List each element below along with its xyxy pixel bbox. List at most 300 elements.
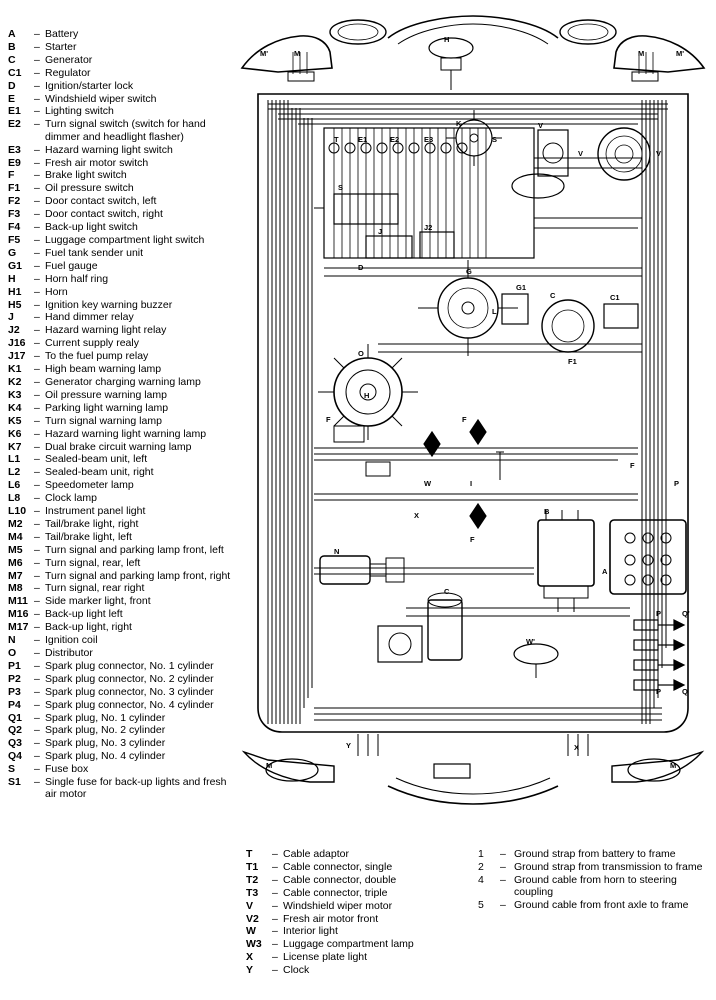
legend-desc: Spark plug, No. 1 cylinder <box>45 711 166 724</box>
legend-dash: – <box>34 517 40 530</box>
legend-key: L2 <box>8 466 21 479</box>
diagram-label: X <box>414 511 420 520</box>
legend-item <box>8 595 236 607</box>
legend-item <box>8 505 236 517</box>
legend-item <box>8 260 236 272</box>
legend-dash: – <box>34 556 40 569</box>
legend-dash: – <box>34 750 40 763</box>
legend-desc: Current supply realy <box>45 337 139 350</box>
legend-dash: – <box>34 453 40 466</box>
legend-key: F1 <box>8 182 21 195</box>
legend-desc: License plate light <box>283 951 368 964</box>
legend-dash: – <box>34 28 40 40</box>
legend-desc: Turn signal and parking lamp front, right <box>45 569 231 582</box>
legend-dash: – <box>34 737 40 750</box>
legend-item <box>8 428 236 440</box>
legend-key: T1 <box>246 860 259 873</box>
legend-desc: High beam warning lamp <box>45 363 162 376</box>
legend-dash: – <box>34 388 40 401</box>
legend-item <box>8 608 236 620</box>
legend-bottom <box>246 848 708 977</box>
diagram-label: C1 <box>610 293 620 302</box>
legend-dash: – <box>34 595 40 608</box>
legend-dash: – <box>34 543 40 556</box>
legend-desc: Turn signal switch (switch for hand dimmer and headlight flasher) <box>45 118 206 143</box>
legend-item <box>8 311 236 323</box>
legend-item <box>8 182 236 194</box>
diagram-label: M' <box>676 49 685 58</box>
diagram-label: V' <box>656 149 663 158</box>
legend-key: F5 <box>8 234 21 246</box>
diagram-label: V <box>538 121 544 130</box>
legend-dash: – <box>34 634 40 647</box>
legend-key: P4 <box>8 698 21 711</box>
legend-item <box>8 28 236 40</box>
legend-desc: Parking light warning lamp <box>45 401 169 414</box>
legend-desc: Cable connector, triple <box>283 886 388 899</box>
legend-item <box>8 402 236 414</box>
legend-key: P2 <box>8 672 21 685</box>
legend-dash: – <box>34 414 40 427</box>
legend-desc: Sealed-beam unit, right <box>45 466 154 479</box>
legend-desc: Ignition key warning buzzer <box>45 298 173 311</box>
legend-desc: Door contact switch, right <box>45 208 163 221</box>
legend-item <box>8 466 236 478</box>
legend-dash: – <box>34 698 40 711</box>
legend-dash: – <box>34 66 40 79</box>
legend-dash: – <box>34 40 40 53</box>
legend-dash: – <box>272 912 278 925</box>
legend-key: W3 <box>246 938 262 951</box>
legend-key: K4 <box>8 401 22 414</box>
diagram-label: O <box>358 349 364 358</box>
legend-item <box>8 763 236 775</box>
legend-key: S1 <box>8 776 21 789</box>
legend-desc: Ignition coil <box>45 634 98 647</box>
legend-desc: Instrument panel light <box>45 505 146 518</box>
diagram-label: L <box>492 307 497 316</box>
diagram-label: F <box>630 461 635 470</box>
diagram-label: P' <box>656 609 663 618</box>
legend-dash: – <box>34 311 40 324</box>
legend-dash: – <box>500 899 506 912</box>
legend-key: F3 <box>8 208 21 221</box>
diagram-label: Y <box>346 741 352 750</box>
legend-item <box>8 776 236 801</box>
legend-item <box>8 324 236 336</box>
legend-key: F2 <box>8 195 21 208</box>
diagram-label: F1 <box>568 357 577 366</box>
legend-desc: Fuel tank sender unit <box>45 246 144 259</box>
legend-dash: – <box>34 647 40 659</box>
legend-dash: – <box>34 363 40 376</box>
legend-dash: – <box>34 79 40 92</box>
legend-dash: – <box>34 246 40 259</box>
legend-desc: Ground strap from battery to frame <box>514 848 676 860</box>
legend-key: Q1 <box>8 711 23 724</box>
legend-desc: Back-up light switch <box>45 221 138 234</box>
legend-item <box>8 673 236 685</box>
diagram-label: M <box>294 49 301 58</box>
legend-item <box>8 712 236 724</box>
legend-desc: Clock <box>283 964 310 977</box>
legend-dash: – <box>34 375 40 388</box>
legend-key: P1 <box>8 659 21 672</box>
legend-key: M11 <box>8 595 28 608</box>
legend-desc: Generator charging warning lamp <box>45 375 201 388</box>
legend-item <box>8 67 236 79</box>
legend-item <box>246 874 464 886</box>
legend-desc: Fresh air motor front <box>283 912 379 925</box>
legend-key: M6 <box>8 556 23 569</box>
legend-item <box>8 737 236 749</box>
legend-dash: – <box>34 492 40 505</box>
diagram-label: W <box>424 479 432 488</box>
legend-dash: – <box>34 53 40 66</box>
legend-key: T3 <box>246 886 259 899</box>
legend-key: J17 <box>8 350 26 363</box>
legend-key: M17 <box>8 621 29 634</box>
legend-dash: – <box>34 285 40 298</box>
legend-item <box>478 874 706 899</box>
diagram-label: G <box>466 267 472 276</box>
diagram-label: A <box>602 567 608 576</box>
diagram-label: K <box>456 119 462 128</box>
diagram-label: F <box>462 415 467 424</box>
legend-item <box>8 118 236 143</box>
diagram-label: C <box>550 291 556 300</box>
legend-desc: Tail/brake light, right <box>45 517 139 530</box>
legend-key: F <box>8 169 15 182</box>
legend-dash: – <box>34 208 40 221</box>
legend-left <box>8 28 236 801</box>
legend-key: K6 <box>8 427 22 440</box>
diagram-label: F <box>470 535 475 544</box>
legend-dash: – <box>500 860 506 873</box>
legend-desc: Clock lamp <box>45 492 97 505</box>
diagram-label: P <box>656 687 662 696</box>
legend-desc: Windshield wiper switch <box>45 92 157 105</box>
legend-desc: Hazard warning light warning lamp <box>45 427 207 440</box>
diagram-label: M <box>670 761 677 770</box>
legend-item <box>8 389 236 401</box>
legend-item <box>8 453 236 465</box>
legend-key: H1 <box>8 285 22 298</box>
legend-key: N <box>8 634 16 647</box>
legend-item <box>478 848 706 860</box>
legend-dash: – <box>272 925 278 938</box>
diagram-label: F <box>326 415 331 424</box>
legend-middle <box>246 848 464 977</box>
legend-desc: Cable connector, single <box>283 860 393 873</box>
legend-key: D <box>8 79 16 92</box>
legend-desc: Brake light switch <box>45 169 127 182</box>
legend-key: J <box>8 311 14 324</box>
legend-desc: Ground cable from horn to steering coupling <box>514 873 677 899</box>
legend-desc: Single fuse for back-up lights and fresh air motor <box>45 776 227 801</box>
legend-desc: Cable connector, double <box>283 873 397 886</box>
legend-dash: – <box>34 143 40 156</box>
legend-item <box>8 93 236 105</box>
legend-desc: Ground strap from transmission to frame <box>514 860 703 873</box>
legend-dash: – <box>34 659 40 672</box>
legend-item <box>8 169 236 181</box>
legend-item <box>246 938 464 950</box>
diagram-label: W' <box>526 637 535 646</box>
legend-item <box>246 887 464 899</box>
legend-item <box>246 951 464 963</box>
legend-item <box>246 861 464 873</box>
diagram-label: V <box>578 149 584 158</box>
legend-dash: – <box>34 621 40 634</box>
diagram-label: N <box>334 547 340 556</box>
legend-dash: – <box>34 776 40 789</box>
legend-item <box>8 208 236 220</box>
legend-item <box>8 299 236 311</box>
legend-item <box>8 54 236 66</box>
legend-item <box>8 647 236 659</box>
legend-key: X <box>246 951 254 964</box>
legend-desc: Spark plug connector, No. 2 cylinder <box>45 672 214 685</box>
legend-dash: – <box>34 350 40 363</box>
legend-desc: Back-up light left <box>45 608 123 621</box>
legend-key: T2 <box>246 873 259 886</box>
legend-key: E <box>8 92 16 105</box>
legend-dash: – <box>34 724 40 737</box>
legend-dash: – <box>34 156 40 169</box>
legend-key: B <box>8 40 16 53</box>
legend-item <box>246 964 464 976</box>
diagram-label: Q <box>682 687 688 696</box>
legend-item <box>8 144 236 156</box>
legend-key: A <box>8 28 16 40</box>
legend-desc: Turn signal, rear, left <box>45 556 141 569</box>
legend-item <box>8 686 236 698</box>
legend-key: W <box>246 925 256 938</box>
legend-item <box>8 699 236 711</box>
legend-dash: – <box>34 169 40 182</box>
legend-key: K5 <box>8 414 22 427</box>
diagram-label: P <box>674 479 680 488</box>
diagram-label: M <box>266 761 273 770</box>
legend-key: M7 <box>8 569 23 582</box>
legend-item <box>246 913 464 925</box>
legend-desc: Fresh air motor switch <box>45 156 149 169</box>
legend-desc: Dual brake circuit warning lamp <box>45 440 192 453</box>
legend-desc: Battery <box>45 28 79 40</box>
legend-dash: – <box>272 899 278 912</box>
legend-key: C1 <box>8 66 22 79</box>
legend-dash: – <box>34 466 40 479</box>
legend-dash: – <box>34 182 40 195</box>
legend-desc: Oil pressure switch <box>45 182 134 195</box>
legend-item <box>8 247 236 259</box>
legend-dash: – <box>34 118 40 131</box>
legend-item <box>8 105 236 117</box>
legend-key: M2 <box>8 517 23 530</box>
diagram-label: H <box>364 391 370 400</box>
legend-desc: Distributor <box>45 647 93 659</box>
diagram-label: M' <box>260 49 269 58</box>
legend-ground-straps <box>478 848 706 977</box>
legend-item <box>8 479 236 491</box>
legend-desc: Spark plug, No. 4 cylinder <box>45 750 166 763</box>
legend-dash: – <box>34 608 40 621</box>
diagram-label: J2 <box>424 223 433 232</box>
legend-dash: – <box>272 964 278 977</box>
legend-item <box>8 557 236 569</box>
legend-key: J2 <box>8 324 20 337</box>
legend-key: F4 <box>8 221 21 234</box>
legend-key: K3 <box>8 388 22 401</box>
legend-dash: – <box>272 951 278 964</box>
legend-item <box>8 660 236 672</box>
legend-key: L10 <box>8 505 27 518</box>
legend-key: E2 <box>8 118 21 131</box>
legend-desc: Spark plug connector, No. 1 cylinder <box>45 659 214 672</box>
legend-item <box>8 286 236 298</box>
legend-dash: – <box>34 92 40 105</box>
legend-key: 4 <box>478 873 484 886</box>
legend-dash: – <box>34 763 40 776</box>
legend-key: J16 <box>8 337 26 350</box>
legend-item <box>8 363 236 375</box>
diagram-label: M <box>638 49 645 58</box>
legend-key: 1 <box>478 848 484 860</box>
legend-key: S <box>8 763 16 776</box>
legend-desc: Hazard warning light relay <box>45 324 167 337</box>
diagram-label: C <box>444 587 450 596</box>
legend-desc: Luggage compartment light switch <box>45 234 205 246</box>
legend-dash: – <box>34 582 40 595</box>
legend-dash: – <box>34 272 40 285</box>
legend-dash: – <box>34 711 40 724</box>
legend-key: E3 <box>8 143 21 156</box>
legend-dash: – <box>34 440 40 453</box>
legend-item <box>8 350 236 362</box>
legend-key: T <box>246 848 253 860</box>
legend-desc: Horn half ring <box>45 272 109 285</box>
legend-dash: – <box>34 685 40 698</box>
legend-item <box>8 492 236 504</box>
legend-dash: – <box>34 195 40 208</box>
legend-key: O <box>8 647 17 659</box>
legend-key: H5 <box>8 298 22 311</box>
legend-desc: Oil pressure warning lamp <box>45 388 167 401</box>
legend-key: G <box>8 246 17 259</box>
legend-desc: Door contact switch, left <box>45 195 157 208</box>
legend-dash: – <box>272 938 278 951</box>
legend-key: M8 <box>8 582 23 595</box>
legend-key: M5 <box>8 543 23 556</box>
wiring-diagram-figure <box>238 8 708 828</box>
legend-desc: Fuse box <box>45 763 89 776</box>
legend-key: K7 <box>8 440 22 453</box>
legend-dash: – <box>34 337 40 350</box>
diagram-label: E1 <box>358 135 368 144</box>
legend-desc: Spark plug, No. 2 cylinder <box>45 724 166 737</box>
legend-desc: Turn signal, rear right <box>45 582 145 595</box>
legend-desc: Back-up light, right <box>45 621 132 634</box>
legend-item <box>246 925 464 937</box>
legend-key: V <box>246 899 254 912</box>
legend-dash: – <box>272 848 278 860</box>
diagram-label: H <box>444 35 450 44</box>
legend-item <box>8 80 236 92</box>
legend-desc: Spark plug, No. 3 cylinder <box>45 737 166 750</box>
legend-key: E1 <box>8 105 21 118</box>
diagram-label: B <box>544 507 550 516</box>
legend-item <box>8 518 236 530</box>
legend-item <box>8 621 236 633</box>
legend-item <box>8 41 236 53</box>
legend-item <box>8 582 236 594</box>
legend-key: G1 <box>8 259 23 272</box>
legend-dash: – <box>34 259 40 272</box>
legend-desc: Side marker light, front <box>45 595 151 608</box>
diagram-label: E2 <box>390 135 400 144</box>
legend-dash: – <box>34 479 40 492</box>
legend-dash: – <box>34 569 40 582</box>
legend-dash: – <box>500 873 506 886</box>
legend-desc: Spark plug connector, No. 3 cylinder <box>45 685 214 698</box>
legend-dash: – <box>34 234 40 246</box>
legend-key: K1 <box>8 363 22 376</box>
legend-item <box>8 441 236 453</box>
legend-desc: Hazard warning light switch <box>45 143 173 156</box>
legend-item <box>246 848 464 860</box>
legend-item <box>8 724 236 736</box>
legend-key: Y <box>246 964 254 977</box>
legend-dash: – <box>34 221 40 234</box>
legend-item <box>8 337 236 349</box>
legend-desc: Hand dimmer relay <box>45 311 134 324</box>
legend-key: H <box>8 272 16 285</box>
legend-desc: Luggage compartment lamp <box>283 938 414 951</box>
legend-dash: – <box>34 105 40 118</box>
diagram-label: X <box>574 743 580 752</box>
legend-desc: Spark plug connector, No. 4 cylinder <box>45 698 214 711</box>
legend-item <box>8 750 236 762</box>
legend-desc: Generator <box>45 53 93 66</box>
legend-dash: – <box>34 324 40 337</box>
legend-dash: – <box>500 848 506 860</box>
diagram-label: Q' <box>682 609 690 618</box>
legend-item <box>8 531 236 543</box>
legend-key: E9 <box>8 156 21 169</box>
diagram-label: J <box>378 227 383 236</box>
legend-item <box>246 900 464 912</box>
legend-desc: Horn <box>45 285 68 298</box>
legend-key: M16 <box>8 608 29 621</box>
legend-dash: – <box>34 505 40 518</box>
legend-key: L1 <box>8 453 21 466</box>
legend-item <box>8 634 236 646</box>
legend-item <box>8 570 236 582</box>
legend-dash: – <box>34 530 40 543</box>
legend-item <box>8 157 236 169</box>
legend-item <box>8 221 236 233</box>
diagram-label: I <box>470 479 473 488</box>
legend-desc: Interior light <box>283 925 338 938</box>
legend-desc: Starter <box>45 40 77 53</box>
legend-item <box>478 861 706 873</box>
legend-key: P3 <box>8 685 21 698</box>
legend-key: 5 <box>478 899 484 912</box>
legend-key: C <box>8 53 16 66</box>
legend-key: 2 <box>478 860 484 873</box>
legend-desc: Speedometer lamp <box>45 479 134 492</box>
